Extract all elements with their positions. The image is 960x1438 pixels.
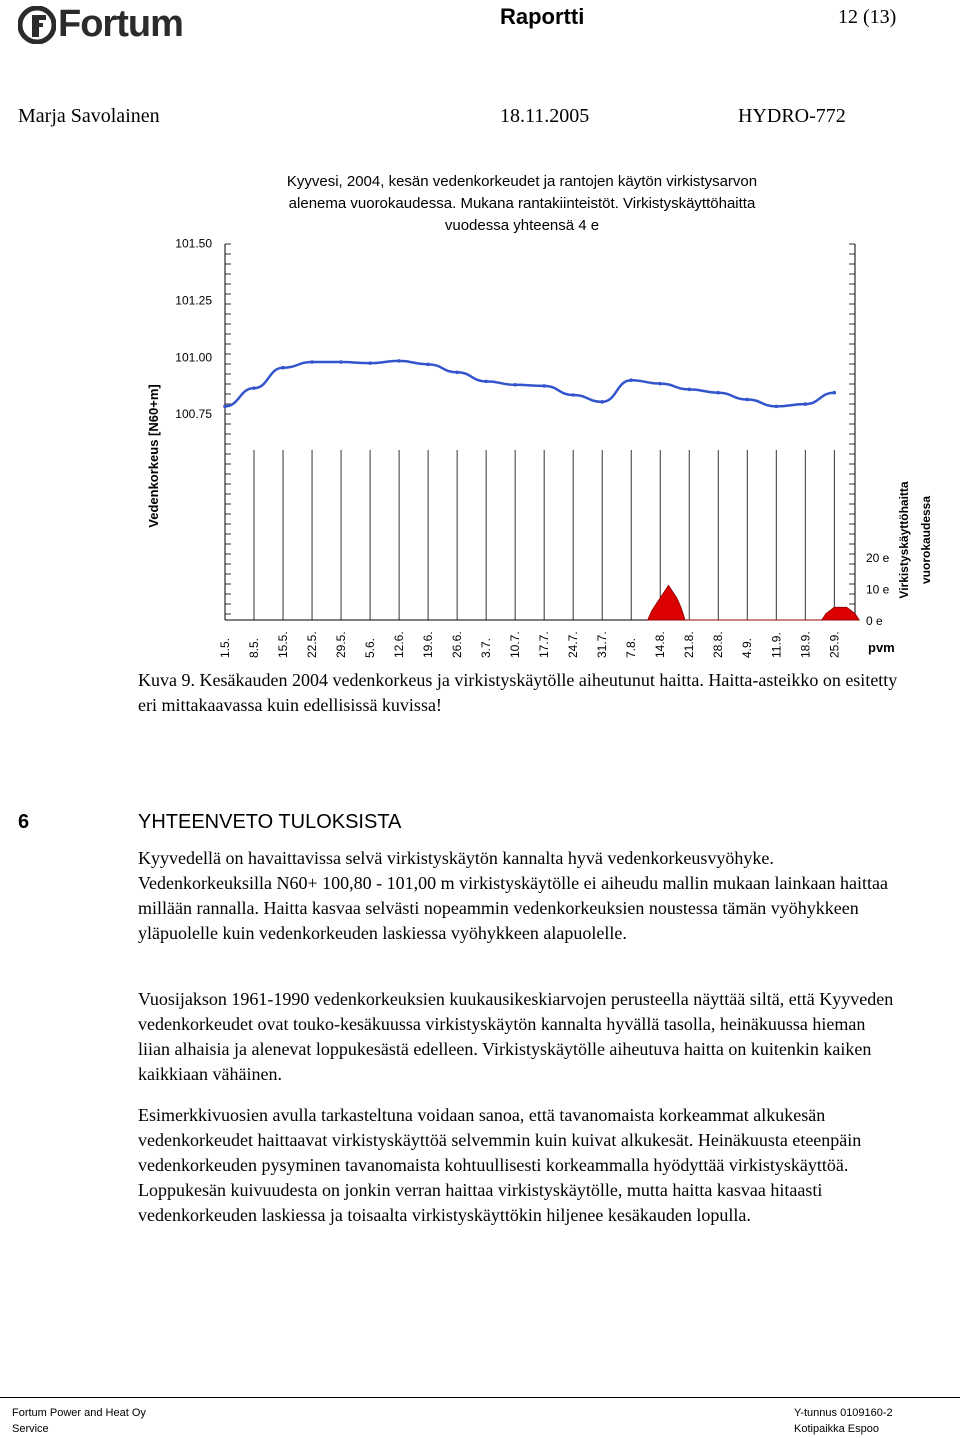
footer-business-id: Y-tunnus 0109160-2 [794,1407,893,1419]
water-level-point [803,402,807,406]
x-tick-label: 17.7. [537,631,552,658]
water-level-point [339,360,343,364]
water-level-chart [0,150,960,670]
paragraph: Vuosijakson 1961-1990 vedenkorkeuksien kuukausikeskiarvojen perusteella näyttää siltä, että Kyyveden vedenkorkeudet ovat touko-kesäkuussa virkistyskäytön kannalta hyvällä tasolla, heinäkuussa hieman liian alhaisia ja alenevat loppukesästä edelleen. Virkistyskäytölle aiheutuva haitta on kuitenkin kaiken kaikkiaan vähäinen. [138,989,894,1084]
water-level-point [629,378,633,382]
y-tick-label: 101.00 [175,350,212,365]
water-level-line [225,361,834,406]
y2-tick-label: 10 e [866,582,890,597]
water-level-point [745,398,749,402]
y2-axis-title: Virkistyskäyttöhaitta [897,481,911,599]
x-tick-label: 29.5. [334,631,349,658]
water-level-point [513,383,517,387]
figure-caption: Kuva 9. Kesäkauden 2004 vedenkorkeus ja virkistyskäytölle aiheutunut haitta. Haitta-asteikko on esitetty eri mittakaavassa kuin edellisissä kuvissa! [138,670,898,715]
x-tick-label: 14.8. [653,631,668,658]
x-tick-label: 21.8. [682,631,697,658]
fortum-logo-icon [18,6,56,44]
x-tick-label: 19.6. [421,631,436,658]
water-level-point [397,359,401,363]
y-axis-title: Vedenkorkeus [N60+m] [146,384,161,528]
page-number: 12 (13) [838,6,897,28]
section-title: YHTEENVETO TULOKSISTA [138,811,402,833]
x-tick-label: 5.6. [363,637,378,658]
logo-text: Fortum [58,3,183,45]
y-tick-label: 101.50 [175,236,212,251]
water-level-point [281,366,285,370]
y-tick-label: 101.25 [175,293,212,308]
water-level-point [600,400,604,404]
water-level-point [716,391,720,395]
x-tick-label: 10.7. [508,631,523,658]
x-tick-label: 1.5. [218,637,232,658]
water-level-point [310,360,314,364]
x-tick-label: 28.8. [711,631,726,658]
section-number: 6 [18,811,30,833]
harm-area [648,585,859,620]
water-level-point [368,361,372,365]
y2-tick-label: 0 e [866,614,883,628]
x-tick-label: 8.5. [247,637,262,658]
y2-tick-label: 20 e [866,551,890,566]
x-tick-label: 22.5. [305,631,320,658]
water-level-point [542,384,546,388]
x-tick-label: 31.7. [595,631,610,658]
water-level-point [484,380,488,384]
x-tick-label: 12.6. [392,631,407,658]
water-level-point [687,388,691,392]
footer-domicile: Kotipaikka Espoo [794,1423,879,1435]
paragraph: Esimerkkivuosien avulla tarkasteltuna voidaan sanoa, että tavanomaista korkeammat alkukesän vedenkorkeudet haittaavat virkistyskäyttöä selvemmin kuin kuivat alkukesät. Heinäkuusta eteenpäin vedenkorkeuden pysyminen tavanomaista kohtuullisesti korkeammalla hyödyttää virkistyskäyttöä. Loppukesän kuivuudesta on jonkin verran haittaa virkistyskäytölle, mutta haitta kasvaa hitaasti vedenkorkeuden laskiessa ja toisaalta virkistyskäyttökin hiljenee kesäkauden lopulla. [138,1105,862,1225]
water-level-point [832,391,836,395]
water-level-point [223,405,227,409]
x-tick-label: 11.9. [769,632,784,658]
water-level-point [426,363,430,367]
author-name: Marja Savolainen [18,105,160,127]
chart-title-line: Kyyvesi, 2004, kesän vedenkorkeudet ja rantojen käytön virkistysarvon [286,173,758,190]
water-level-point [658,382,662,386]
water-level-point [571,393,575,397]
footer-company: Fortum Power and Heat Oy [12,1407,146,1419]
x-tick-label: 15.5. [276,631,291,658]
footer-divider [0,1397,960,1398]
paragraph: Kyyvedellä on havaittavissa selvä virkistyskäytön kannalta hyvä vedenkorkeusvyöhyke. Vedenkorkeuksilla N60+ 100,80 - 101,00 m virkistyskäytölle ei aiheudu mallin mukaan lainkaan haittaa millään rannalla. Haitta kasvaa selvästi nopeammin vedenkorkeuksien noustessa tämän vyöhykkeen yläpuolelle kuin vedenkorkeuden laskiessa vyöhykkeen alapuolelle. [138,848,888,943]
y-tick-label: 100.75 [175,407,212,422]
x-tick-label: 26.6. [450,631,465,658]
x-tick-label: 25.9. [827,631,842,658]
y2-axis-title: vuorokaudessa [919,495,933,585]
document-type: Raportti [500,4,585,29]
x-tick-label: 18.9. [798,631,813,658]
document-id: HYDRO-772 [738,105,846,127]
water-level-point [455,370,459,374]
chart-title-line: vuodessa yhteensä 4 e [444,217,600,234]
x-tick-label: 4.9. [740,637,755,658]
x-tick-label: 24.7. [566,631,581,658]
x-tick-label: 3.7. [479,637,494,658]
water-level-point [252,386,256,390]
footer-unit: Service [12,1423,49,1435]
chart-title-line: alenema vuorokaudessa. Mukana rantakiinteistöt. Virkistyskäyttöhaitta [288,195,756,212]
x-axis-title: pvm [868,640,895,655]
water-level-point [774,405,778,409]
x-tick-label: 7.8. [624,637,639,658]
document-date: 18.11.2005 [500,105,590,127]
